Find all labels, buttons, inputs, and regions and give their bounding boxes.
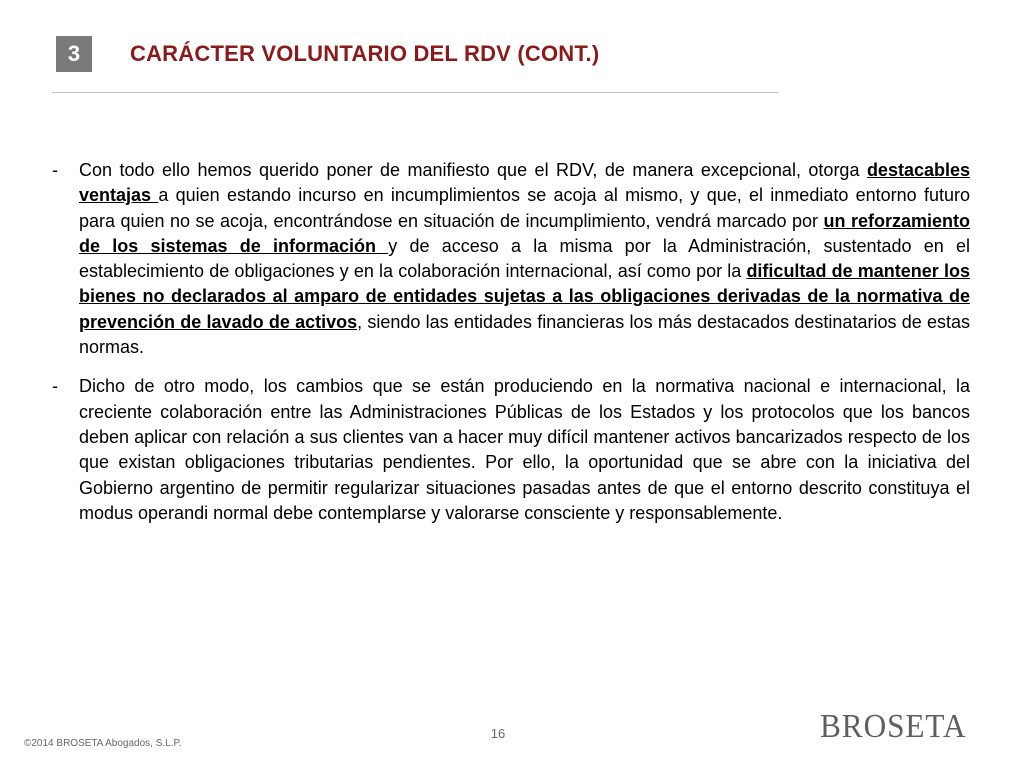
bullet-marker: -: [52, 376, 58, 397]
bullet-paragraph: [79, 374, 970, 526]
slide-body: [52, 158, 970, 540]
bullet-marker: -: [52, 160, 58, 180]
emphasized-text: dificultad de mantener los bienes no declarados al amparo de entidades sujetas a las obligaciones derivadas de la normativa de prevención de lavado de activos: [79, 261, 970, 332]
broseta-logo: BROSETA: [820, 708, 967, 745]
page-number: 16: [490, 726, 506, 741]
emphasized-text: un reforzamiento de los sistemas de información: [79, 210, 970, 256]
bullet-item: [52, 374, 970, 526]
title-divider: [52, 92, 778, 93]
text-segment: , siendo las entidades financieras los más destacados destinatarios de estas normas.: [79, 311, 971, 358]
copyright-notice: ©2014 BROSETA Abogados, S.L.P.: [24, 738, 182, 749]
text-segment: a quien estando incurso en incumplimientos se acoja al mismo, y que, el inmediato entorno futuro para quien no se acoja, encontrándose en situación de incumplimiento, vendrá marcado por: [79, 185, 970, 231]
bullet-paragraph: [79, 158, 970, 360]
emphasized-text: destacables ventajas: [79, 160, 970, 206]
text-segment: Con todo ello hemos querido poner de manifiesto que el RDV, de manera excepcional, otorga: [79, 160, 867, 180]
section-number-badge: 3: [56, 36, 92, 72]
text-segment: y de acceso a la misma por la Administración, sustentado en el establecimiento de obligaciones y en la colaboración internacional, así como por la: [79, 235, 970, 282]
bullet-item: [52, 158, 970, 360]
text-segment: Dicho de otro modo, los cambios que se están produciendo en la normativa nacional e internacional, la creciente colaboración entre las Administraciones Públicas de los Estados y los protocolos que los bancos deben aplicar con relación a sus clientes van a hacer muy difícil mantener activos bancarizados respecto de los que existan obligaciones tributarias pendientes. Por ello, la oportunidad que se abre con la iniciativa del Gobierno argentino de permitir regularizar situaciones pasadas antes de que el entorno descrito constituya el modus operandi normal debe contemplarse y valorarse consciente y responsablemente.: [79, 376, 970, 523]
slide-title: CARÁCTER VOLUNTARIO DEL RDV (CONT.): [130, 41, 600, 66]
